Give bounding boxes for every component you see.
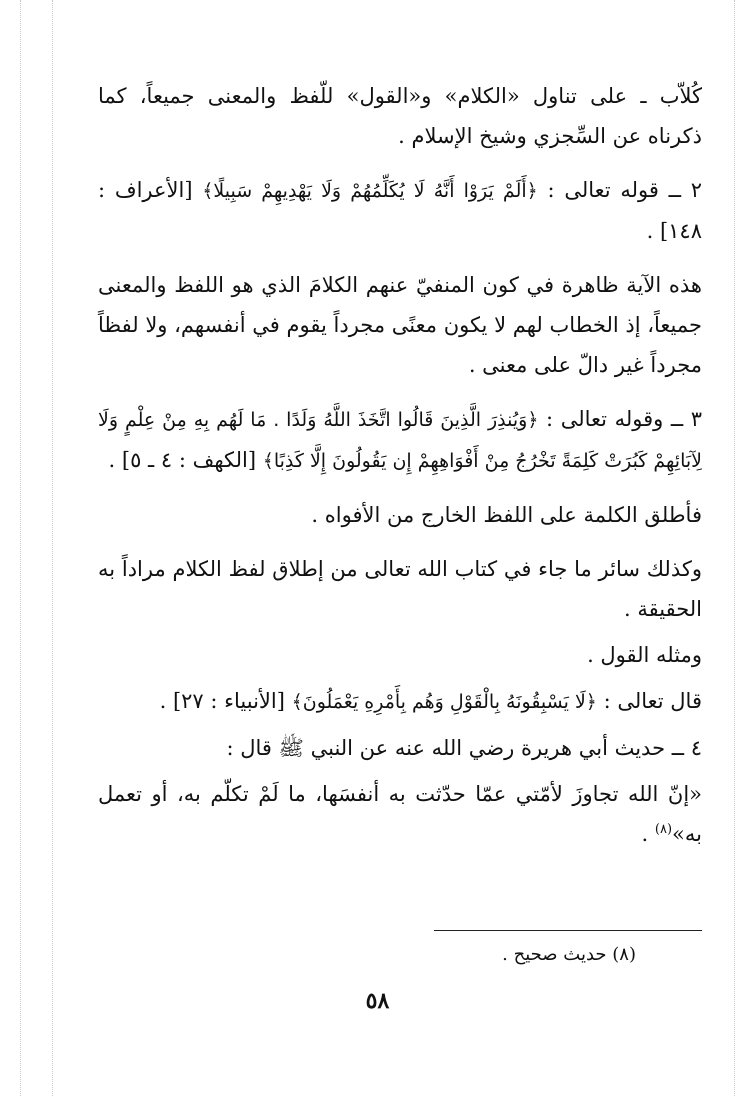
paragraph-10	[98, 774, 702, 854]
paragraph-8	[98, 681, 702, 722]
scan-margin-line-right	[734, 0, 735, 1096]
paragraph-1: كُلاّب ـ على تناول «الكلام» و«القول» للّفظ والمعنى جميعاً، كما ذكرناه عن السِّجزي وشيخ الإسلام .	[98, 84, 702, 148]
item-lead: ٣ ــ وقوله تعالى :	[538, 407, 702, 431]
paragraph-6: وكذلك سائر ما جاء في كتاب الله تعالى من إطلاق لفظ الكلام مراداً به الحقيقة .	[98, 557, 702, 621]
verse-reference: [الأعراف : ١٤٨] .	[98, 178, 702, 243]
verse-reference: [الأنبياء : ٢٧] .	[159, 689, 292, 713]
paragraph-5: فأطلق الكلمة على اللفظ الخارج من الأفواه .	[311, 503, 702, 527]
footnote: (٨) حديث صحيح .	[502, 944, 636, 965]
item-lead: قال تعالى :	[596, 689, 702, 713]
paragraph-3: هذه الآية ظاهرة في كون المنفيّ عنهم الكلامَ الذي هو اللفظ والمعنى جميعاً، إذ الخطاب لهم لا يكون معنًى مجرداً يقوم في أنفسهم، ولا لفظاً مجرداً غير دالّ على معنى .	[98, 273, 702, 377]
scan-margin-line-inner-left	[52, 0, 53, 1096]
page-number: ٥٨	[365, 988, 390, 1014]
sentence-end: .	[641, 822, 655, 846]
verse-reference: [الكهف : ٤ ـ ٥] .	[108, 448, 263, 472]
quran-verse: ﴿أَلَمْ يَرَوْا أَنَّهُ لَا يُكَلِّمُهُمْ وَلَا يَهْدِيهِمْ سَبِيلًا﴾	[202, 180, 538, 202]
hadith-text: «إنّ الله تجاوزَ لأمّتي عمّا حدّثت به أنفسَها، ما لَمْ تكلّم به، أو تعمل به»	[98, 782, 702, 846]
paragraph-7: ومثله القول .	[587, 643, 702, 667]
paragraph-2	[98, 170, 702, 251]
paragraph-4	[98, 399, 702, 481]
quran-verse: ﴿وَيُنذِرَ الَّذِينَ قَالُوا اتَّخَذَ اللَّهُ وَلَدًا . مَا لَهُم بِهِ مِنْ عِلْمٍ وَلَا لِآبَائِهِمْ كَبُرَتْ كَلِمَةً تَخْرُجُ مِنْ أَفْوَاهِهِمْ إِن يَقُولُونَ إِلَّا كَذِبًا﴾	[98, 409, 702, 472]
quran-verse: ﴿لَا يَسْبِقُونَهُ بِالْقَوْلِ وَهُم بِأَمْرِهِ يَعْمَلُونَ﴾	[291, 691, 597, 713]
footnote-divider	[434, 930, 702, 931]
scan-margin-line-left	[20, 0, 21, 1096]
page-body	[98, 76, 702, 854]
footnote-marker: (٨)	[654, 822, 673, 837]
item-lead: ٢ ــ قوله تعالى :	[537, 178, 702, 202]
paragraph-9: ٤ ــ حديث أبي هريرة رضي الله عنه عن النبي ﷺ قال :	[226, 736, 702, 760]
